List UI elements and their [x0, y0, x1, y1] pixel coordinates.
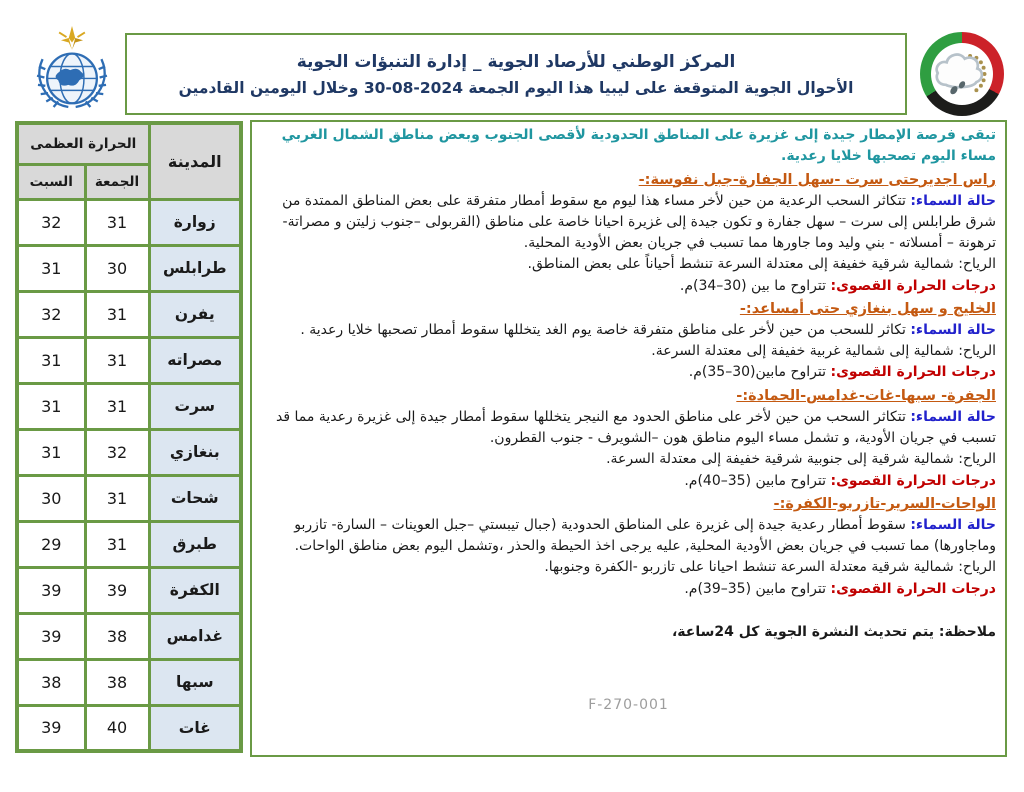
- temp-label: درجات الحرارة القصوى:: [830, 580, 996, 597]
- friday-temp: 40: [85, 705, 149, 751]
- section-title: الجفرة- سبها-غات-غدامس-الحمادة:-: [736, 387, 996, 404]
- city-column-header: المدينة: [149, 123, 241, 199]
- sky-condition: حالة السماء: تتكاثر السحب من حين لأخر على مناطق الحدود مع النيجر يتخللها سقوط أمطار جيدة إلى غزيرة رعدية مما قد تسبب في جريان الأودية، و تشمل مساء اليوم مناطق هون –الشويرف - جنوب القطرون.: [276, 408, 996, 447]
- saturday-temp: 39: [17, 705, 85, 751]
- friday-temp: 30: [85, 245, 149, 291]
- friday-column-header: الجمعة: [85, 164, 149, 199]
- forecast-intro: تبقى فرصة الإمطار جيدة إلى غزيرة على المناطق الحدودية لأقصى الجنوب وبعض مناطق الشمال الغربي مساء اليوم تصحبها خلايا رعدية.: [281, 127, 996, 165]
- city-name: سبها: [149, 659, 241, 705]
- cloud-icon: [937, 55, 982, 88]
- temp-label: درجات الحرارة القصوى:: [830, 277, 996, 294]
- city-name: غدامس: [149, 613, 241, 659]
- table-row: [17, 567, 241, 613]
- sky-condition: حالة السماء: تكاثر للسحب من حين لأخر على مناطق متفرقة خاصة يوم الغد يتخللها سقوط أمطار تصحبها خلايا رعدية .: [300, 321, 996, 338]
- saturday-temp: 32: [17, 291, 85, 337]
- temp-line: درجات الحرارة القصوى: تتراوح مابين (35–40)م.: [684, 472, 996, 489]
- table-row: [17, 291, 241, 337]
- temp-label: درجات الحرارة القصوى:: [830, 364, 996, 381]
- city-name: طبرق: [149, 521, 241, 567]
- friday-temp: 31: [85, 475, 149, 521]
- form-code: F-270-001: [588, 697, 669, 714]
- forecast-section: [261, 169, 996, 297]
- sky-label: حالة السماء:: [910, 192, 996, 209]
- star-icon: [59, 26, 85, 50]
- sky-label: حالة السماء:: [910, 408, 996, 425]
- city-name: الكفرة: [149, 567, 241, 613]
- sky-condition: حالة السماء: سقوط أمطار رعدية جيدة إلى غزيرة على المناطق الحدودية (جبال تيبستي –جبل العوينات – السارة- تازربو وماجاورها) مما تسبب في جريان بعض الأودية المحلية, عليه يرجى اخذ الحيطة والحذر ،وتشمل اليوم بعض مناطق الواحات.: [294, 516, 996, 555]
- wind-line: الرياح: شمالية إلى شمالية غربية خفيفة إلى معتدلة السرعة.: [651, 343, 996, 360]
- city-name: طرابلس: [149, 245, 241, 291]
- table-row: [17, 199, 241, 245]
- saturday-temp: 31: [17, 429, 85, 475]
- globe-icon: [47, 54, 97, 104]
- section-title: الواحات-السرير-تازربو-الكفرة:-: [773, 495, 996, 512]
- met-center-logo-icon: [920, 32, 1004, 116]
- table-row: [17, 475, 241, 521]
- max-temp-group-header: الحرارة العظمى: [17, 123, 149, 164]
- table-row: [17, 337, 241, 383]
- forecast-text-panel: [250, 120, 1007, 757]
- saturday-temp: 31: [17, 337, 85, 383]
- city-name: مصراته: [149, 337, 241, 383]
- table-row: [17, 521, 241, 567]
- city-name: بنغازي: [149, 429, 241, 475]
- temp-line: درجات الحرارة القصوى: تتراوح مابين (35–39)م.: [684, 580, 996, 597]
- table-row: [17, 659, 241, 705]
- city-name: زوارة: [149, 199, 241, 245]
- section-title: راس اجديرحتى سرت -سهل الجفارة-جبل نفوسة:-: [638, 171, 996, 188]
- forecast-section: [261, 385, 996, 492]
- wind-line: الرياح: شمالية شرقية إلى جنوبية شرقية خفيفة إلى معتدلة السرعة.: [606, 451, 996, 468]
- saturday-temp: 38: [17, 659, 85, 705]
- section-title: الخليج و سهل بنغازي حتى أمساعد:-: [739, 300, 996, 317]
- wind-line: الرياح: شمالية شرقية خفيفة إلى معتدلة السرعة تنشط أحياناً على بعض المناطق.: [527, 256, 996, 273]
- table-row: [17, 429, 241, 475]
- table-row: [17, 383, 241, 429]
- table-row: [17, 245, 241, 291]
- table-row: [17, 705, 241, 751]
- friday-temp: 31: [85, 383, 149, 429]
- table-row: [17, 613, 241, 659]
- city-name: غات: [149, 705, 241, 751]
- max-temperature-table: [15, 121, 243, 753]
- friday-temp: 38: [85, 659, 149, 705]
- sky-condition: حالة السماء: تتكاثر السحب الرعدية من حين لأخر مساء هذا ليوم مع سقوط أمطار متفرقة على بعض المناطق الممتدة من شرق طرابلس إلى سرت – سهل جفارة و تكون جيدة إلى غزيرة احيانا خاصة على مناطق (القربولى –جنوب زليتن و مصراتة- ترهونة – أمسلاته - بني وليد وما جاورها مما تسبب في جريان بعض الأودية المحلية.: [282, 192, 996, 252]
- org-title: المركز الوطني للأرصاد الجوية _ إدارة التنبؤات الجوية: [296, 51, 736, 72]
- saturday-temp: 30: [17, 475, 85, 521]
- friday-temp: 31: [85, 521, 149, 567]
- temp-line: درجات الحرارة القصوى: تتراوح مابين(30–35)م.: [688, 364, 996, 381]
- sky-label: حالة السماء:: [910, 516, 996, 533]
- temp-label: درجات الحرارة القصوى:: [830, 472, 996, 489]
- forecast-section: [261, 298, 996, 384]
- temp-line: درجات الحرارة القصوى: تتراوح ما بين (30–34)م.: [679, 277, 996, 294]
- forecast-section: [261, 493, 996, 600]
- friday-temp: 31: [85, 337, 149, 383]
- saturday-temp: 29: [17, 521, 85, 567]
- sky-label: حالة السماء:: [910, 321, 996, 338]
- bulletin-subtitle: الأحوال الجوية المتوقعة على ليبيا هذا اليوم الجمعة 2024-08-30 وخلال اليومين القادمين: [178, 78, 854, 97]
- wind-line: الرياح: شمالية شرقية معتدلة السرعة تنشط احيانا على تازربو -الكفرة وجنوبها.: [544, 559, 996, 576]
- wmo-logo-icon: [26, 26, 118, 118]
- bulletin-header: [125, 33, 907, 115]
- saturday-temp: 39: [17, 613, 85, 659]
- friday-temp: 31: [85, 199, 149, 245]
- city-name: سرت: [149, 383, 241, 429]
- update-note: ملاحظة: يتم تحديث النشرة الجوية كل 24ساعة،: [671, 623, 996, 640]
- saturday-temp: 39: [17, 567, 85, 613]
- friday-temp: 31: [85, 291, 149, 337]
- saturday-temp: 32: [17, 199, 85, 245]
- saturday-column-header: السبت: [17, 164, 85, 199]
- saturday-temp: 31: [17, 245, 85, 291]
- city-name: شحات: [149, 475, 241, 521]
- saturday-temp: 31: [17, 383, 85, 429]
- friday-temp: 39: [85, 567, 149, 613]
- friday-temp: 32: [85, 429, 149, 475]
- friday-temp: 38: [85, 613, 149, 659]
- city-name: يفرن: [149, 291, 241, 337]
